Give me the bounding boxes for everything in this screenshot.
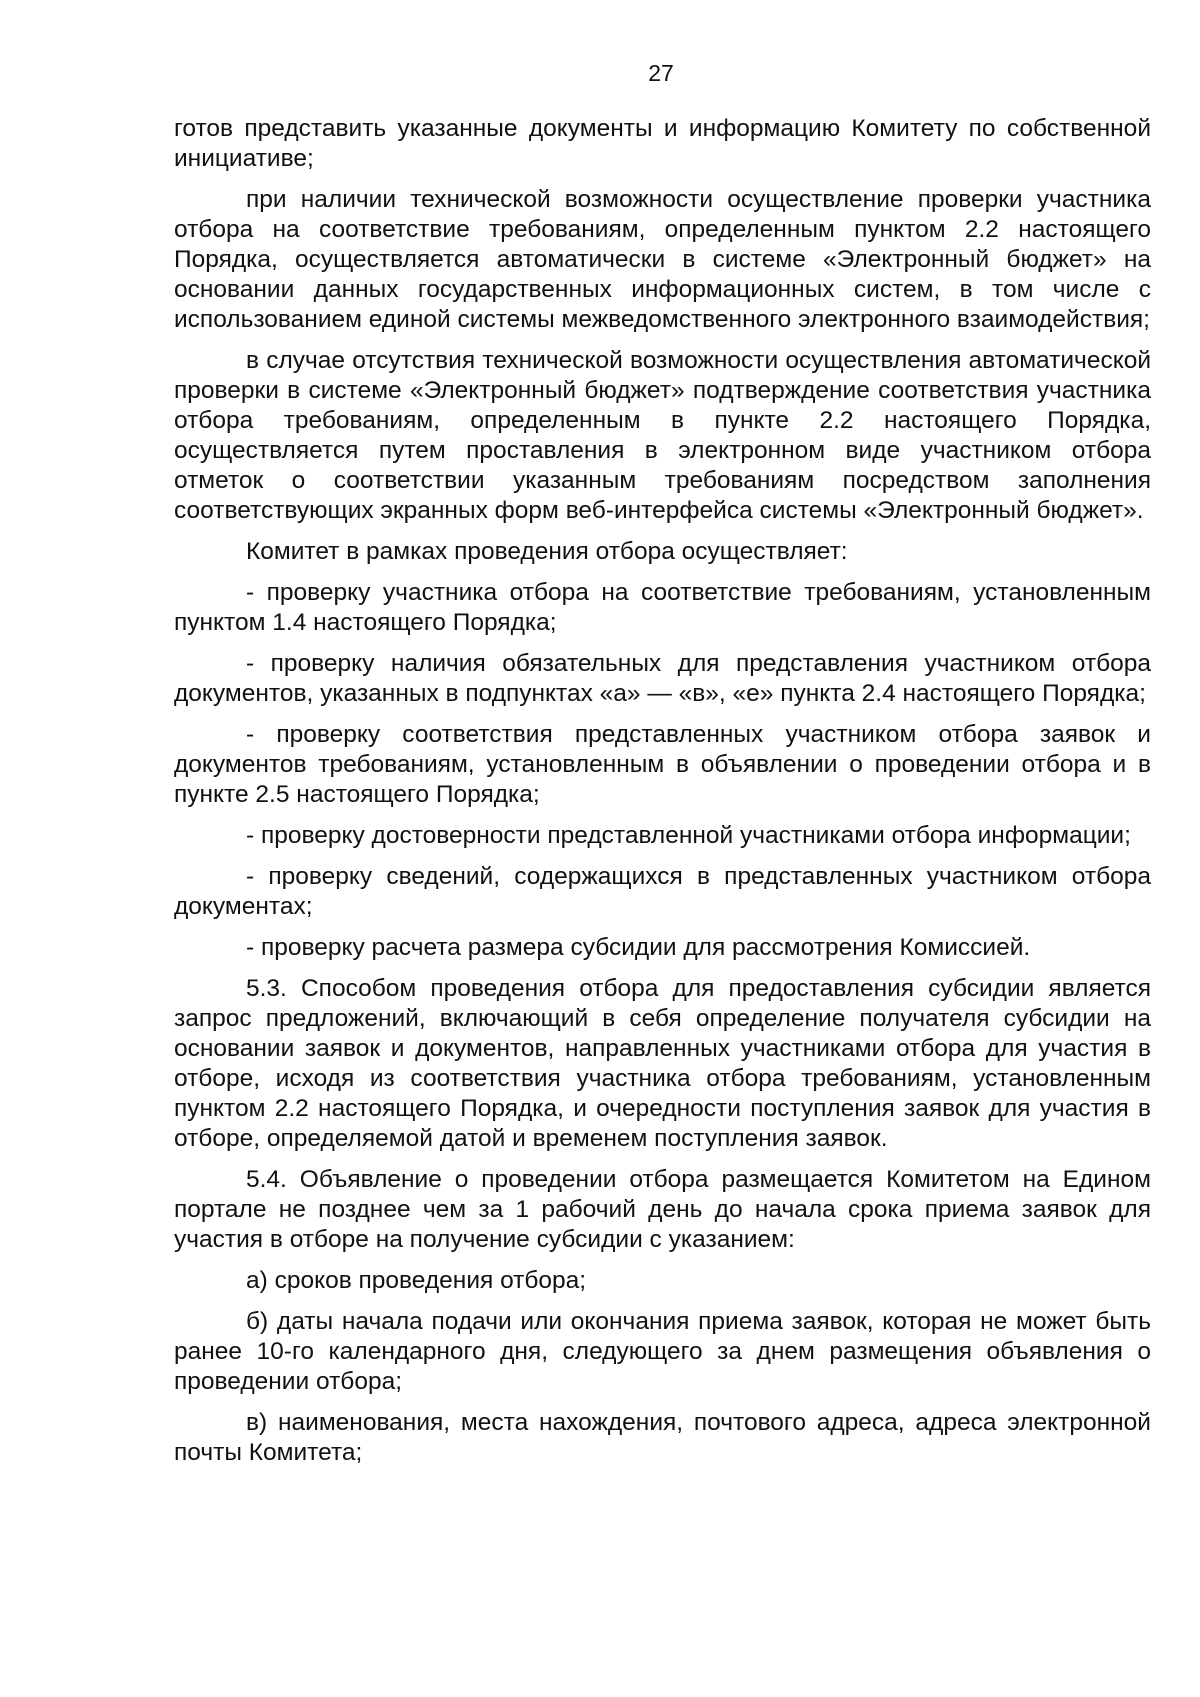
list-item-check-reliability: - проверку достоверности представленной участниками отбора информации; xyxy=(246,822,1131,849)
paragraph-continuation: готов представить указанные документы и информацию Комитету по собственной инициативе; xyxy=(174,115,1151,172)
page-number: 27 xyxy=(648,60,674,86)
list-item-b: б) даты начала подачи или окончания приема заявок, которая не может быть ранее 10-го календарного дня, следующего за днем размещения объявления о проведении отбора; xyxy=(174,1308,1151,1395)
paragraph-automatic-check: при наличии технической возможности осуществление проверки участника отбора на соответствие требованиям, определенным пунктом 2.2 настоящего Порядка, осуществляется автоматически в системе «Электронный бюджет» на основании данных государственных информационных систем, в том числе с использованием единой системы межведомственного электронного взаимодействия; xyxy=(174,186,1151,333)
paragraph-5-3: 5.3. Способом проведения отбора для предоставления субсидии является запрос предложений, включающий в себя определение получателя субсидии на основании заявок и документов, направленных участниками отбора для участия в отборе, исходя из соответствия участника отбора требованиям, установленным пунктом 2.2 настоящего Порядка, и очередности поступления заявок для участия в отборе, определяемой датой и временем поступления заявок. xyxy=(174,975,1151,1152)
list-item-check-calculation: - проверку расчета размера субсидии для рассмотрения Комиссией. xyxy=(246,934,1031,961)
paragraph-committee-duties: Комитет в рамках проведения отбора осуществляет: xyxy=(246,538,848,565)
paragraph-5-4: 5.4. Объявление о проведении отбора размещается Комитетом на Едином портале не позднее чем за 1 рабочий день до начала срока приема заявок для участия в отборе на получение субсидии с указанием: xyxy=(174,1166,1151,1253)
list-item-check-participant: - проверку участника отбора на соответствие требованиям, установленным пунктом 1.4 настоящего Порядка; xyxy=(174,579,1151,636)
document-body xyxy=(174,114,1151,1479)
list-item-check-compliance: - проверку соответствия представленных участником отбора заявок и документов требованиям, установленным в объявлении о проведении отбора и в пункте 2.5 настоящего Порядка; xyxy=(174,721,1151,808)
list-item-a: а) сроков проведения отбора; xyxy=(246,1267,587,1294)
list-item-check-information: - проверку сведений, содержащихся в представленных участником отбора документах; xyxy=(174,863,1151,920)
paragraph-manual-check: в случае отсутствия технической возможности осуществления автоматической проверки в системе «Электронный бюджет» подтверждение соответствия участника отбора требованиям, определенным в пункте 2.2 настоящего Порядка, осуществляется путем проставления в электронном виде участником отбора отметок о соответствии указанным требованиям посредством заполнения соответствующих экранных форм веб-интерфейса системы «Электронный бюджет». xyxy=(174,347,1151,524)
list-item-v: в) наименования, места нахождения, почтового адреса, адреса электронной почты Комитета; xyxy=(174,1409,1151,1466)
list-item-check-documents: - проверку наличия обязательных для представления участником отбора документов, указанных в подпунктах «а» — «в», «е» пункта 2.4 настоящего Порядка; xyxy=(174,650,1151,707)
